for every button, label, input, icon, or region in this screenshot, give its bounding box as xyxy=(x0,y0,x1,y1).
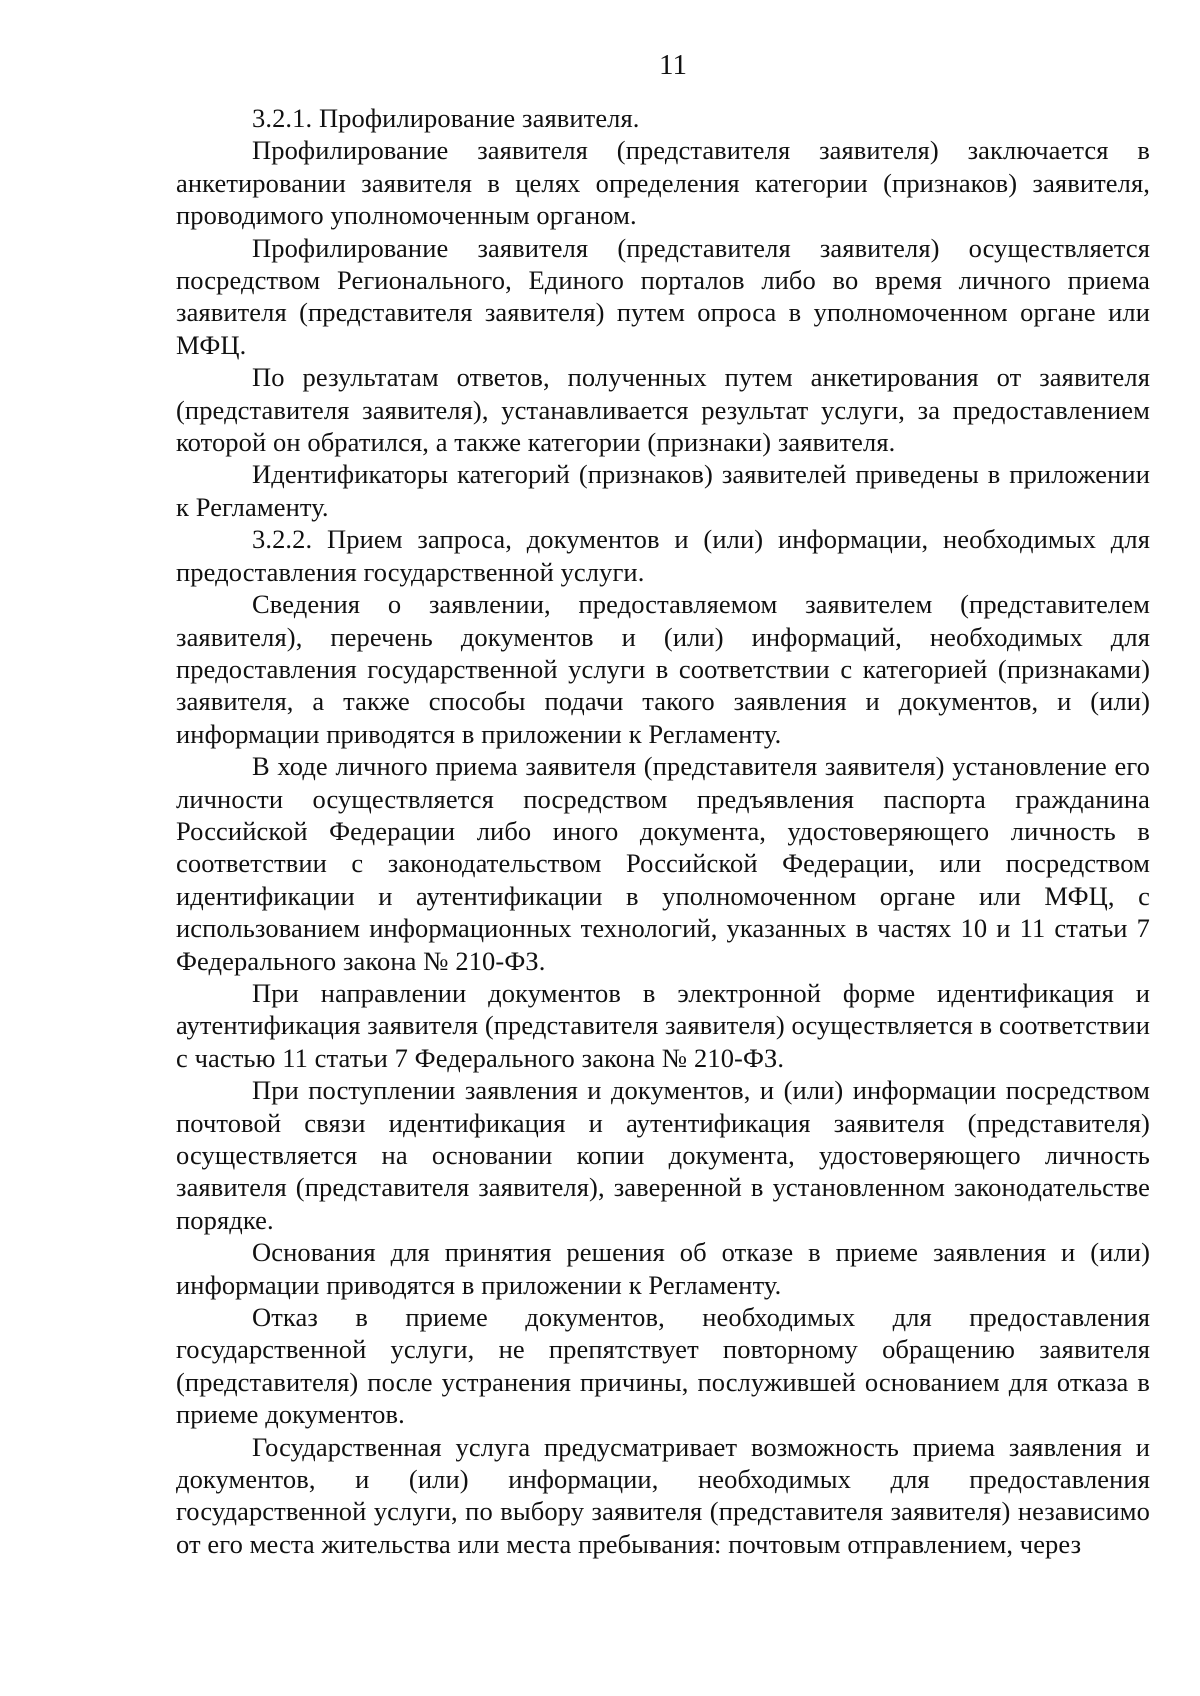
document-body xyxy=(176,102,1150,1560)
paragraph-personal-reception: В ходе личного приема заявителя (представителя заявителя) установление его личности осуществляется посредством предъявления паспорта гражданина Российской Федерации либо иного документа, удостоверяющего личность в соответствии с законодательством Российской Федерации, или посредством идентификации и аутентификации в уполномоченном органе или МФЦ, с использованием информационных технологий, указанных в частях 10 и 11 статьи 7 Федерального закона № 210-ФЗ. xyxy=(176,751,1150,976)
paragraph-profiling-definition: Профилирование заявителя (представителя заявителя) заключается в анкетировании заявителя в целях определения категории (признаков) заявителя, проводимого уполномоченным органом. xyxy=(176,135,1150,231)
paragraph-application-info: Сведения о заявлении, предоставляемом заявителем (представителем заявителя), перечень документов и (или) информаций, необходимых для предоставления государственной услуги в соответствии с категорией (признаками) заявителя, а также способы подачи такого заявления и документов, и (или) информации приводятся в приложении к Регламенту. xyxy=(176,589,1150,749)
paragraph-category-identifiers: Идентификаторы категорий (признаков) заявителей приведены в приложении к Регламенту. xyxy=(176,459,1150,522)
paragraph-profiling-methods: Профилирование заявителя (представителя заявителя) осуществляется посредством Регионального, Единого порталов либо во время личного приема заявителя (представителя заявителя) путем опроса в уполномоченном органе или МФЦ. xyxy=(176,232,1150,360)
paragraph-service-submission-options: Государственная услуга предусматривает возможность приема заявления и документов, и (или) информации, необходимых для предоставления государственной услуги, по выбору заявителя (представителя заявителя) независимо от его места жительства или места пребывания: почтовым отправлением, через xyxy=(176,1431,1150,1559)
paragraph-3-2-2-heading: 3.2.2. Прием запроса, документов и (или) информации, необходимых для предоставления государственной услуги. xyxy=(176,524,1150,587)
paragraph-refusal-reapplication: Отказ в приеме документов, необходимых для предоставления государственной услуги, не препятствует повторному обращению заявителя (представителя) после устранения причины, послужившей основанием для отказа в приеме документов. xyxy=(176,1302,1150,1430)
paragraph-profiling-results: По результатам ответов, полученных путем анкетирования от заявителя (представителя заявителя), устанавливается результат услуги, за предоставлением которой он обратился, а также категории (признаки) заявителя. xyxy=(176,362,1150,458)
paragraph-refusal-grounds: Основания для принятия решения об отказе в приеме заявления и (или) информации приводятся в приложении к Регламенту. xyxy=(176,1237,1150,1300)
paragraph-electronic-submission: При направлении документов в электронной форме идентификация и аутентификация заявителя (представителя заявителя) осуществляется в соответствии с частью 11 статьи 7 Федерального закона № 210-ФЗ. xyxy=(176,977,1150,1073)
page-number: 11 xyxy=(659,49,687,81)
paragraph-3-2-1-heading: 3.2.1. Профилирование заявителя. xyxy=(252,103,640,133)
paragraph-postal-submission: При поступлении заявления и документов, и (или) информации посредством почтовой связи идентификация и аутентификация заявителя (представителя) осуществляется на основании копии документа, удостоверяющего личность заявителя (представителя заявителя), заверенной в установленном законодательстве порядке. xyxy=(176,1075,1150,1235)
